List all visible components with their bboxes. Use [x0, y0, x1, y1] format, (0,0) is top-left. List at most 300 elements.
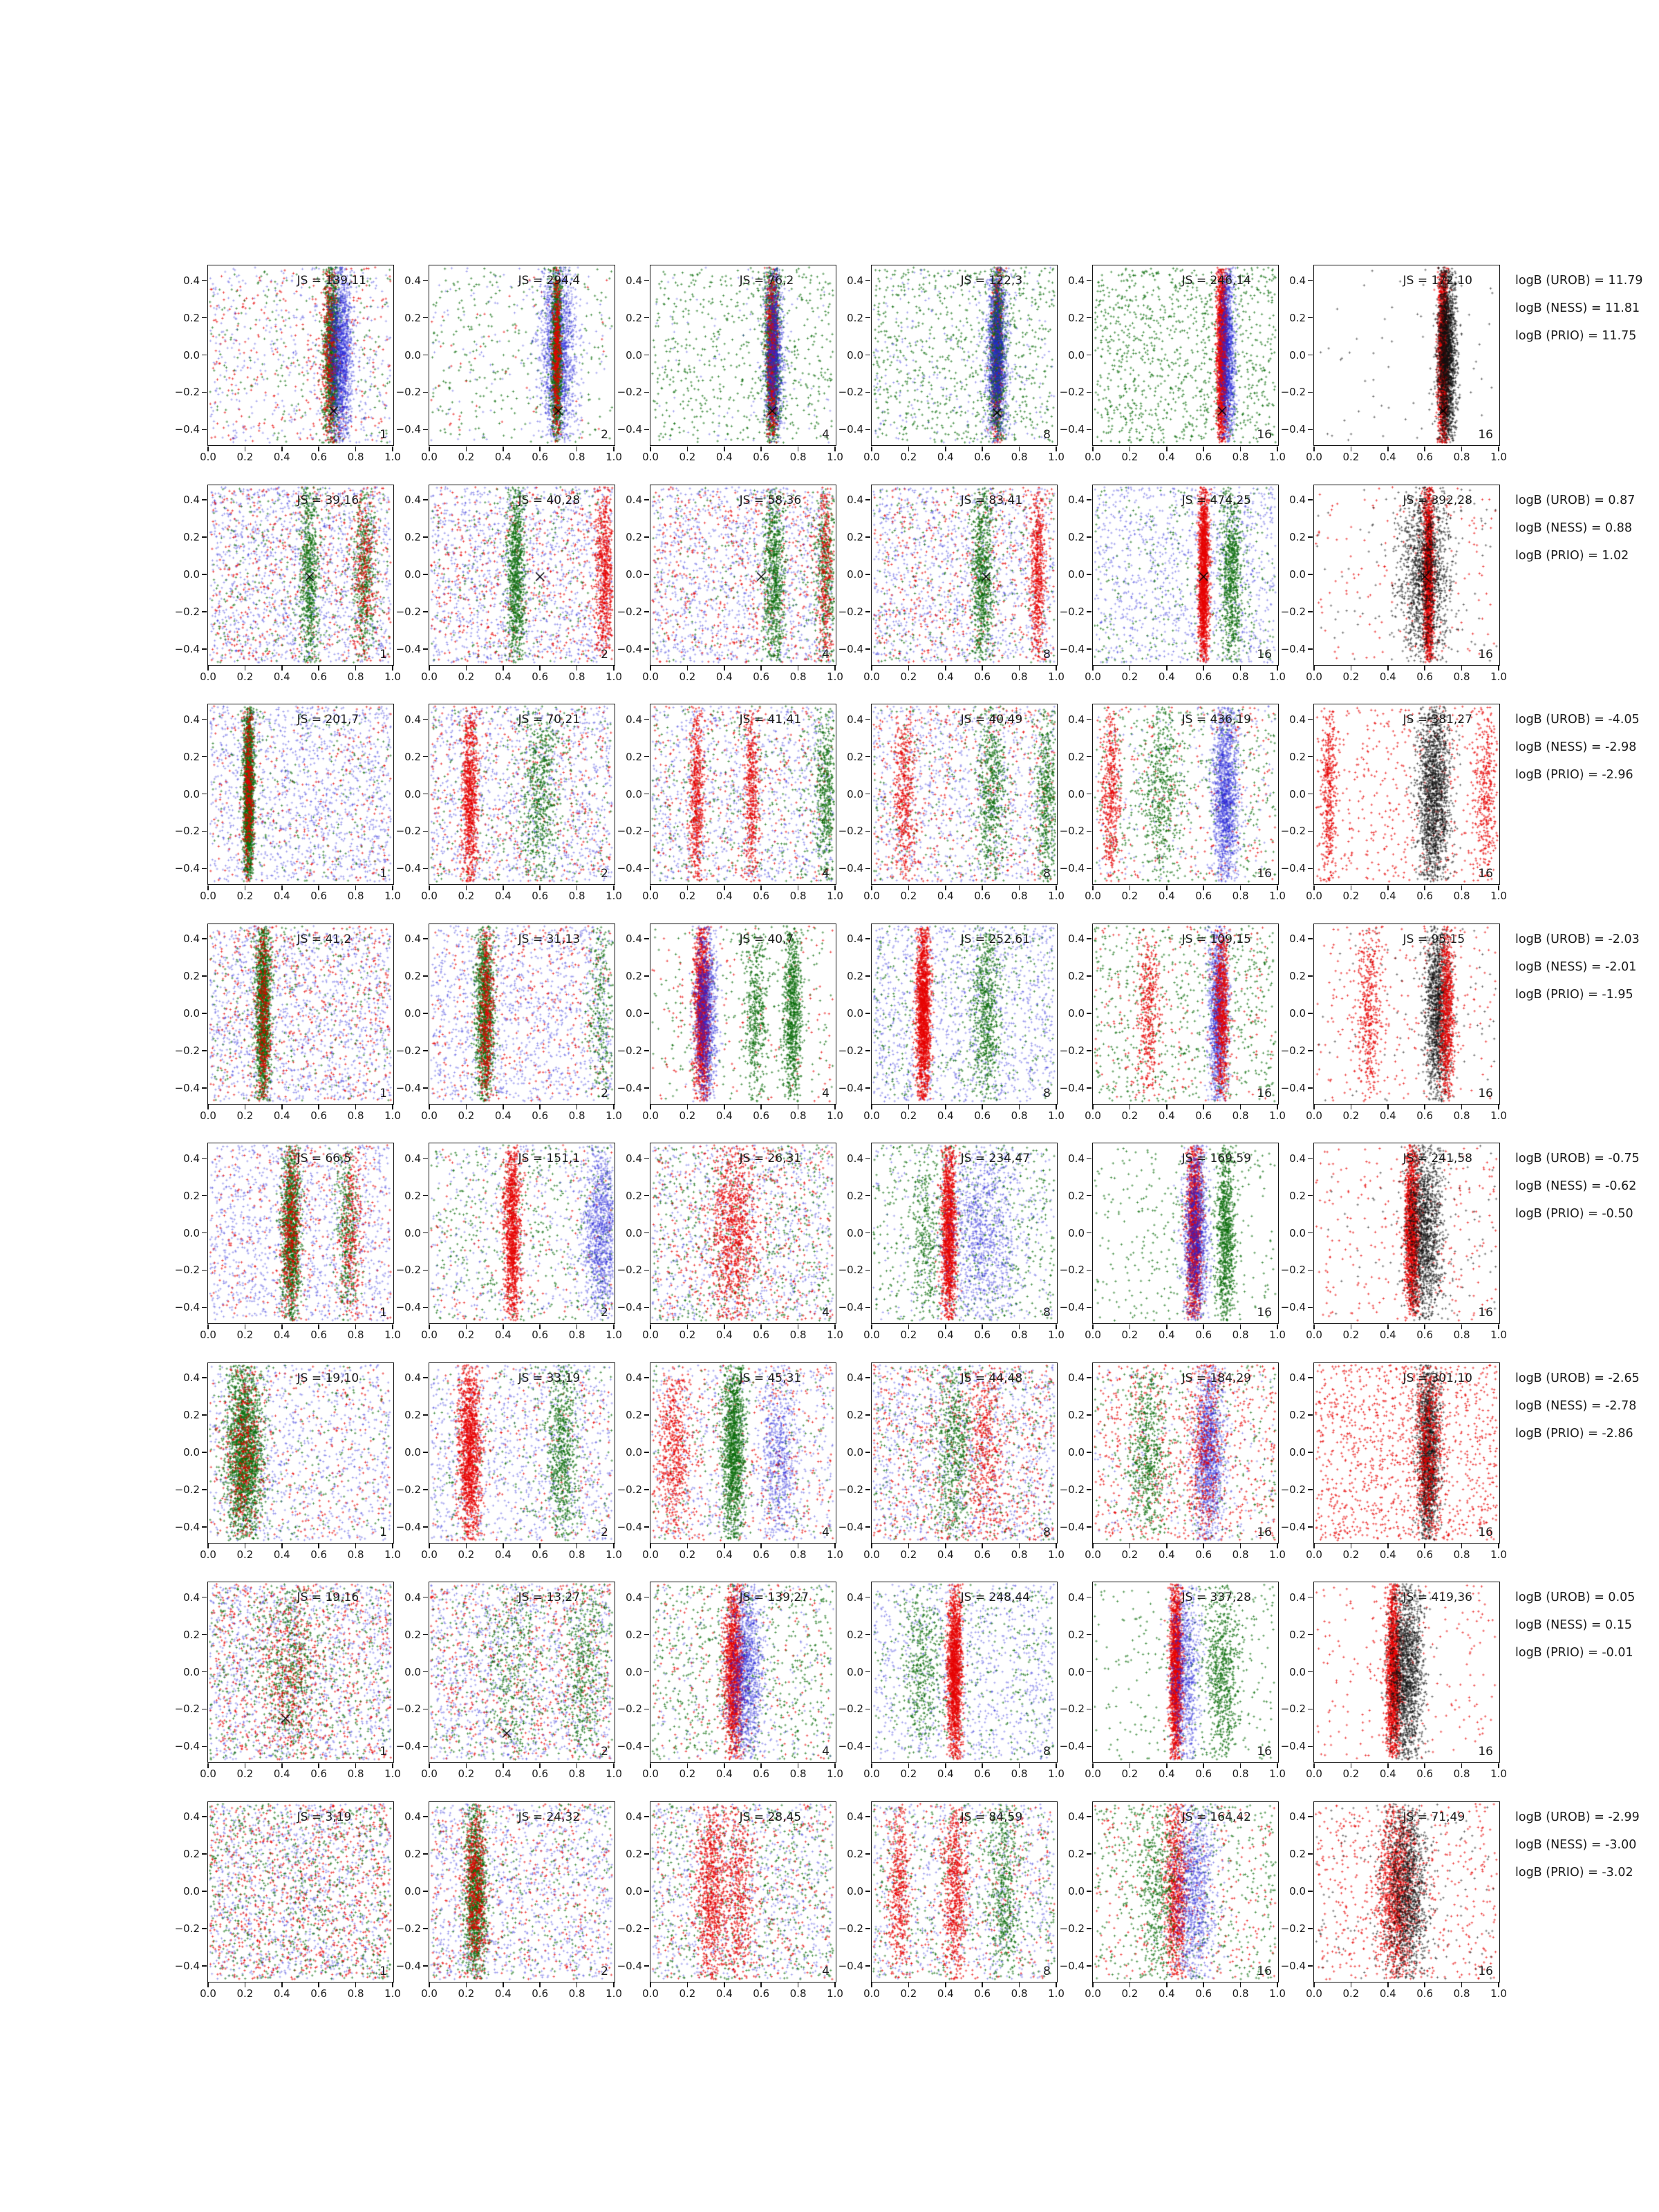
x-tick-label: 0.2 — [679, 451, 696, 463]
y-tick-label: 0.2 — [626, 531, 642, 544]
scatter-panel — [395, 704, 622, 902]
chain-count-label: 16 — [1257, 1306, 1272, 1320]
y-tick-label: 0.4 — [847, 1152, 863, 1165]
scatter-canvas — [429, 704, 614, 883]
y-axis-tick — [1087, 1414, 1091, 1416]
chain-count-label: 4 — [822, 428, 830, 442]
y-axis-tick — [1308, 831, 1313, 832]
y-axis-tick — [202, 1414, 207, 1416]
y-tick-label: 0.2 — [1068, 970, 1085, 983]
y-tick-label: −0.4 — [1280, 1959, 1306, 1972]
y-axis-tick — [423, 429, 428, 431]
scatter-panel — [1059, 485, 1286, 683]
scatter-canvas — [1314, 1363, 1499, 1542]
y-axis-tick — [865, 355, 870, 356]
y-tick-label: 0.0 — [183, 1007, 200, 1020]
scatter-canvas — [872, 924, 1056, 1103]
x-tick-label: 1.0 — [1269, 1987, 1286, 2000]
x-tick-label: 0.2 — [900, 1768, 917, 1780]
y-tick-label: 0.0 — [1068, 1665, 1085, 1678]
x-tick-label: 0.4 — [273, 1987, 290, 2000]
chain-count-label: 16 — [1478, 1086, 1493, 1100]
y-axis-tick — [1308, 1746, 1313, 1747]
x-tick-label: 0.4 — [494, 1548, 512, 1561]
x-tick-label: 0.6 — [532, 1548, 549, 1561]
y-tick-label: 0.4 — [626, 1810, 642, 1824]
scatter-panel — [1059, 1143, 1286, 1341]
y-tick-label: −0.4 — [838, 1081, 863, 1094]
y-axis-tick — [865, 611, 870, 612]
x-tick-label: 0.8 — [789, 1987, 807, 2000]
y-axis-tick — [202, 868, 207, 870]
x-tick-label: 0.0 — [642, 1987, 659, 2000]
y-tick-label: 0.0 — [1068, 1007, 1085, 1020]
panel-title: JS = 474,25 — [1181, 493, 1251, 507]
y-axis-tick — [644, 317, 649, 319]
y-tick-label: 0.2 — [404, 311, 421, 324]
x-tick-label: 0.0 — [1085, 890, 1101, 902]
y-axis-tick — [202, 1232, 207, 1234]
x-tick-label: 0.2 — [1121, 1768, 1138, 1780]
chain-count-label: 2 — [601, 867, 608, 881]
chain-count-label: 8 — [1043, 1525, 1051, 1539]
y-tick-label: −0.2 — [838, 386, 863, 399]
y-tick-label: −0.2 — [1059, 1703, 1085, 1716]
y-axis-tick — [865, 1087, 870, 1089]
x-tick-label: 1.0 — [827, 1768, 843, 1780]
scatter-panel — [395, 1801, 622, 2000]
y-tick-label: 0.2 — [1068, 1409, 1085, 1422]
chain-count-label: 1 — [379, 1745, 387, 1759]
x-tick-label: 0.0 — [863, 670, 880, 683]
y-tick-label: −0.4 — [1059, 862, 1085, 875]
y-tick-label: 0.4 — [1068, 274, 1085, 287]
x-tick-label: 0.6 — [753, 1109, 770, 1122]
y-axis-tick — [644, 868, 649, 870]
scatter-canvas — [429, 1363, 614, 1542]
y-tick-label: 0.4 — [404, 1810, 421, 1824]
y-tick-label: −0.2 — [838, 605, 863, 618]
panel-title: JS = 26,31 — [739, 1152, 802, 1165]
scatter-panel — [1280, 1362, 1507, 1561]
y-axis-tick — [1308, 975, 1313, 977]
y-tick-label: 0.2 — [626, 311, 642, 324]
x-tick-label: 0.2 — [900, 670, 917, 683]
y-tick-label: −0.4 — [838, 642, 863, 655]
panel-title: JS = 109,15 — [1181, 932, 1251, 946]
y-tick-label: −0.2 — [1059, 825, 1085, 838]
chain-count-label: 16 — [1478, 1306, 1493, 1320]
x-tick-label: 0.2 — [236, 890, 254, 902]
x-tick-label: 0.8 — [789, 890, 807, 902]
y-axis-tick — [423, 1816, 428, 1817]
y-axis-tick — [202, 1452, 207, 1453]
y-axis-tick — [1087, 429, 1091, 431]
y-tick-label: −0.2 — [395, 1703, 421, 1716]
x-tick-label: 0.0 — [642, 670, 659, 683]
x-tick-label: 0.0 — [863, 451, 880, 463]
x-tick-label: 0.8 — [347, 890, 364, 902]
y-axis-tick — [423, 1965, 428, 1967]
x-tick-label: 0.0 — [1306, 1109, 1322, 1122]
y-axis-tick — [644, 794, 649, 795]
scatter-panel — [1059, 924, 1286, 1122]
x-tick-label: 1.0 — [1490, 890, 1507, 902]
y-tick-label: −0.4 — [617, 1081, 642, 1094]
x-tick-label: 0.4 — [1158, 670, 1175, 683]
x-tick-label: 0.8 — [1011, 1329, 1028, 1341]
x-tick-label: 0.6 — [1195, 1987, 1212, 2000]
chain-count-label: 16 — [1257, 867, 1272, 881]
y-tick-label: 0.4 — [404, 494, 421, 507]
x-tick-label: 1.0 — [1269, 451, 1286, 463]
logb-annotation: logB (UROB) = 0.87 — [1515, 493, 1635, 507]
x-tick-label: 1.0 — [384, 1109, 401, 1122]
x-tick-label: 0.8 — [568, 890, 585, 902]
y-tick-label: 0.4 — [847, 1591, 863, 1604]
y-tick-label: −0.2 — [1280, 1922, 1306, 1935]
x-tick-label: 1.0 — [606, 1987, 622, 2000]
y-tick-label: 0.2 — [1068, 1848, 1085, 1861]
chain-count-label: 2 — [601, 1086, 608, 1100]
scatter-canvas — [208, 704, 393, 883]
x-tick-label: 0.4 — [1158, 1109, 1175, 1122]
y-tick-label: 0.2 — [404, 1409, 421, 1422]
x-tick-label: 0.6 — [1416, 1548, 1434, 1561]
y-tick-label: −0.4 — [395, 1081, 421, 1094]
y-tick-label: −0.2 — [395, 825, 421, 838]
y-tick-label: 0.4 — [404, 1371, 421, 1385]
y-axis-tick — [1308, 355, 1313, 356]
y-tick-label: −0.4 — [174, 862, 200, 875]
x-tick-label: 0.2 — [900, 451, 917, 463]
y-axis-tick — [1087, 1087, 1091, 1089]
y-tick-label: 0.4 — [847, 713, 863, 726]
x-tick-label: 0.2 — [458, 1768, 475, 1780]
x-tick-label: 1.0 — [606, 1548, 622, 1561]
y-tick-label: −0.4 — [174, 1520, 200, 1533]
y-axis-tick — [1087, 1013, 1091, 1014]
logb-annotation-block — [1515, 1810, 1640, 1893]
scatter-canvas — [650, 1363, 835, 1542]
x-tick-label: 0.4 — [1379, 1768, 1396, 1780]
y-tick-label: 0.4 — [1068, 494, 1085, 507]
x-tick-label: 0.4 — [937, 890, 954, 902]
y-axis-tick — [865, 1377, 870, 1378]
y-axis-tick — [202, 611, 207, 612]
logb-annotation: logB (NESS) = -2.01 — [1515, 959, 1637, 974]
scatter-panel — [1059, 1801, 1286, 2000]
y-axis-tick — [423, 1489, 428, 1490]
x-tick-label: 0.2 — [236, 670, 254, 683]
y-tick-label: 0.0 — [847, 348, 863, 362]
y-tick-label: 0.0 — [847, 1226, 863, 1239]
x-tick-label: 0.0 — [1085, 1768, 1101, 1780]
x-tick-label: 0.2 — [1121, 1329, 1138, 1341]
x-tick-label: 0.2 — [900, 1109, 917, 1122]
chain-count-label: 8 — [1043, 1964, 1051, 1978]
scatter-canvas — [1093, 704, 1277, 883]
y-tick-label: 0.4 — [404, 932, 421, 946]
y-axis-tick — [644, 1377, 649, 1378]
y-tick-label: −0.4 — [838, 423, 863, 436]
panel-title: JS = 70,21 — [518, 713, 581, 727]
x-tick-label: 1.0 — [1490, 1548, 1507, 1561]
y-axis-tick — [202, 355, 207, 356]
y-tick-label: 0.0 — [183, 1446, 200, 1459]
scatter-panel — [1059, 704, 1286, 902]
x-tick-label: 0.8 — [1232, 670, 1249, 683]
x-tick-label: 0.2 — [900, 890, 917, 902]
panel-title: JS = 44,48 — [960, 1371, 1023, 1385]
y-axis-tick — [644, 1891, 649, 1892]
x-tick-label: 1.0 — [1269, 1329, 1286, 1341]
scatter-canvas — [429, 265, 614, 444]
y-tick-label: −0.2 — [617, 1922, 642, 1935]
scatter-canvas — [1093, 1802, 1277, 1981]
x-tick-label: 0.2 — [458, 1548, 475, 1561]
panel-title: JS = 19,10 — [297, 1371, 359, 1385]
x-tick-label: 0.6 — [310, 1987, 328, 2000]
x-tick-label: 0.2 — [900, 1548, 917, 1561]
x-tick-label: 0.8 — [347, 1768, 364, 1780]
y-axis-tick — [202, 392, 207, 393]
y-axis-tick — [1087, 1965, 1091, 1967]
y-tick-label: 0.2 — [404, 531, 421, 544]
scatter-panel — [838, 1362, 1065, 1561]
y-axis-tick — [202, 1377, 207, 1378]
x-tick-label: 0.4 — [937, 1109, 954, 1122]
y-tick-label: 0.4 — [183, 1810, 200, 1824]
y-axis-tick — [644, 1671, 649, 1673]
x-tick-label: 0.8 — [1232, 1109, 1249, 1122]
y-axis-tick — [202, 317, 207, 319]
x-tick-label: 1.0 — [606, 1768, 622, 1780]
y-tick-label: 0.2 — [626, 1189, 642, 1202]
panel-title: JS = 436,19 — [1181, 713, 1251, 727]
panel-title: JS = 40,49 — [960, 713, 1023, 727]
x-tick-label: 0.4 — [1379, 1548, 1396, 1561]
x-tick-label: 1.0 — [606, 890, 622, 902]
y-tick-label: −0.4 — [395, 862, 421, 875]
x-tick-label: 0.0 — [1306, 451, 1322, 463]
x-tick-label: 0.0 — [642, 1109, 659, 1122]
x-tick-label: 0.2 — [236, 1987, 254, 2000]
y-tick-label: 0.0 — [183, 1885, 200, 1897]
y-tick-label: −0.2 — [617, 825, 642, 838]
chain-count-label: 8 — [1043, 1745, 1051, 1759]
y-tick-label: 0.4 — [1068, 1152, 1085, 1165]
y-axis-tick — [865, 1746, 870, 1747]
y-tick-label: −0.2 — [1059, 1264, 1085, 1277]
y-axis-tick — [644, 975, 649, 977]
x-tick-label: 0.8 — [789, 670, 807, 683]
scatter-canvas — [1314, 1143, 1499, 1322]
scatter-canvas — [1314, 1802, 1499, 1981]
y-tick-label: 0.4 — [626, 274, 642, 287]
x-tick-label: 0.6 — [532, 1329, 549, 1341]
y-tick-label: 0.4 — [626, 1591, 642, 1604]
y-axis-tick — [865, 536, 870, 538]
y-tick-label: −0.4 — [395, 1959, 421, 1972]
y-axis-tick — [644, 1597, 649, 1598]
y-tick-label: 0.0 — [1289, 787, 1306, 800]
scatter-panel — [838, 1801, 1065, 2000]
y-axis-tick — [1087, 719, 1091, 720]
y-tick-label: 0.0 — [1068, 1885, 1085, 1897]
x-tick-label: 1.0 — [1048, 670, 1065, 683]
y-tick-label: −0.2 — [838, 1044, 863, 1057]
y-tick-label: −0.2 — [617, 1703, 642, 1716]
x-tick-label: 0.4 — [1379, 1109, 1396, 1122]
y-tick-label: 0.2 — [183, 1409, 200, 1422]
y-axis-tick — [644, 938, 649, 939]
y-tick-label: −0.2 — [395, 386, 421, 399]
y-axis-tick — [1308, 280, 1313, 281]
y-tick-label: −0.4 — [617, 1301, 642, 1314]
x-tick-label: 0.0 — [642, 451, 659, 463]
y-axis-tick — [644, 429, 649, 431]
y-tick-label: 0.2 — [1068, 750, 1085, 763]
y-axis-tick — [202, 1597, 207, 1598]
x-tick-label: 0.6 — [1416, 1329, 1434, 1341]
y-tick-label: −0.2 — [1280, 386, 1306, 399]
y-axis-tick — [1308, 1414, 1313, 1416]
x-tick-label: 0.6 — [1195, 451, 1212, 463]
x-tick-label: 0.2 — [679, 670, 696, 683]
x-tick-label: 0.0 — [1085, 670, 1101, 683]
y-tick-label: 0.4 — [1289, 1591, 1306, 1604]
scatter-panel — [395, 1362, 622, 1561]
scatter-panel — [174, 485, 401, 683]
y-axis-tick — [423, 1526, 428, 1528]
y-axis-tick — [865, 1816, 870, 1817]
y-tick-label: 0.2 — [183, 750, 200, 763]
x-tick-label: 0.0 — [200, 1987, 216, 2000]
x-tick-label: 0.6 — [753, 451, 770, 463]
y-axis-tick — [202, 1965, 207, 1967]
y-axis-tick — [1308, 1671, 1313, 1673]
y-axis-tick — [1087, 611, 1091, 612]
chain-count-label: 1 — [379, 1306, 387, 1320]
x-tick-label: 0.0 — [1306, 670, 1322, 683]
y-axis-tick — [644, 574, 649, 575]
panel-title: JS = 151,1 — [518, 1152, 581, 1165]
y-tick-label: 0.4 — [1289, 713, 1306, 726]
panel-title: JS = 301,10 — [1403, 1371, 1472, 1385]
x-tick-label: 0.2 — [900, 1329, 917, 1341]
y-tick-label: 0.4 — [183, 713, 200, 726]
y-axis-tick — [202, 499, 207, 500]
x-tick-label: 1.0 — [384, 1548, 401, 1561]
y-axis-tick — [1308, 1526, 1313, 1528]
scatter-panel — [838, 1143, 1065, 1341]
y-tick-label: −0.4 — [1280, 862, 1306, 875]
y-axis-tick — [865, 1489, 870, 1490]
y-tick-label: 0.2 — [626, 1628, 642, 1641]
chain-count-label: 16 — [1257, 647, 1272, 662]
y-axis-tick — [1087, 831, 1091, 832]
y-axis-tick — [423, 1928, 428, 1929]
x-tick-label: 0.6 — [1195, 1329, 1212, 1341]
x-tick-label: 0.4 — [273, 670, 290, 683]
x-tick-label: 0.8 — [1011, 1109, 1028, 1122]
x-tick-label: 0.2 — [1121, 670, 1138, 683]
y-axis-tick — [1308, 1597, 1313, 1598]
y-axis-tick — [865, 1671, 870, 1673]
y-tick-label: 0.2 — [183, 1628, 200, 1641]
y-tick-label: −0.2 — [1059, 1044, 1085, 1057]
y-axis-tick — [202, 1816, 207, 1817]
x-tick-label: 0.2 — [679, 1329, 696, 1341]
chain-count-label: 4 — [822, 647, 830, 662]
y-tick-label: −0.4 — [617, 1520, 642, 1533]
y-tick-label: 0.4 — [404, 1152, 421, 1165]
y-axis-tick — [644, 1050, 649, 1051]
y-axis-tick — [1087, 1816, 1091, 1817]
y-tick-label: −0.2 — [174, 825, 200, 838]
x-tick-label: 0.6 — [1195, 1548, 1212, 1561]
y-axis-tick — [1087, 1891, 1091, 1892]
panel-title: JS = 419,36 — [1403, 1591, 1472, 1604]
y-axis-tick — [865, 1158, 870, 1159]
y-tick-label: −0.2 — [617, 1483, 642, 1496]
y-tick-label: −0.4 — [395, 423, 421, 436]
y-tick-label: 0.4 — [626, 713, 642, 726]
y-axis-tick — [1308, 317, 1313, 319]
y-axis-tick — [423, 1452, 428, 1453]
x-tick-label: 0.0 — [200, 1329, 216, 1341]
y-tick-label: −0.2 — [174, 1264, 200, 1277]
y-tick-label: 0.0 — [183, 1226, 200, 1239]
y-tick-label: 0.0 — [1068, 568, 1085, 581]
chain-count-label: 4 — [822, 1086, 830, 1100]
x-tick-label: 0.6 — [532, 1109, 549, 1122]
y-tick-label: 0.2 — [404, 1189, 421, 1202]
y-axis-tick — [865, 1270, 870, 1271]
y-tick-label: 0.2 — [404, 1848, 421, 1861]
x-tick-label: 0.8 — [1232, 1987, 1249, 2000]
x-tick-label: 0.8 — [347, 1987, 364, 2000]
y-axis-tick — [1087, 1050, 1091, 1051]
y-tick-label: −0.2 — [1280, 825, 1306, 838]
x-tick-label: 0.8 — [568, 1548, 585, 1561]
y-axis-tick — [644, 280, 649, 281]
y-tick-label: 0.2 — [183, 970, 200, 983]
x-tick-label: 0.8 — [1453, 1987, 1470, 2000]
x-tick-label: 0.0 — [1085, 1329, 1101, 1341]
y-axis-tick — [1087, 317, 1091, 319]
panel-title: JS = 201,7 — [297, 713, 359, 727]
panel-title: JS = 24,32 — [518, 1810, 581, 1824]
x-tick-label: 0.0 — [200, 1768, 216, 1780]
y-tick-label: 0.2 — [183, 1848, 200, 1861]
scatter-canvas — [1093, 265, 1277, 444]
chain-count-label: 8 — [1043, 1086, 1051, 1100]
x-tick-label: 0.6 — [532, 890, 549, 902]
y-axis-tick — [644, 536, 649, 538]
y-tick-label: 0.4 — [1289, 1152, 1306, 1165]
panel-title: JS = 41,2 — [297, 932, 352, 946]
panel-title: JS = 84,59 — [960, 1810, 1023, 1824]
x-tick-label: 0.2 — [236, 451, 254, 463]
y-axis-tick — [1308, 1489, 1313, 1490]
y-tick-label: 0.2 — [1068, 1628, 1085, 1641]
x-tick-label: 0.8 — [1453, 670, 1470, 683]
y-axis-tick — [423, 392, 428, 393]
x-tick-label: 0.4 — [273, 1768, 290, 1780]
scatter-panel — [395, 1582, 622, 1780]
